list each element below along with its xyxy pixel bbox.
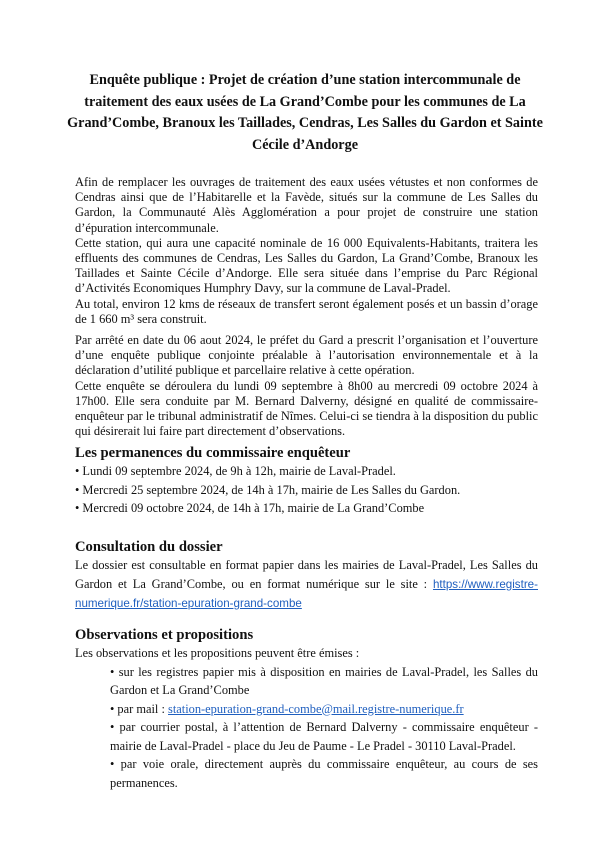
- permanence-item: • Mercredi 25 septembre 2024, de 14h à 17h, mairie de Les Salles du Gardon.: [75, 482, 461, 497]
- observation-item-mail: [110, 700, 538, 719]
- consultation-paragraph: [75, 556, 538, 614]
- mail-link[interactable]: station-epuration-grand-combe@mail.registre-numerique.fr: [168, 701, 464, 716]
- mail-label: • par mail :: [110, 701, 169, 716]
- observations-section: [75, 626, 538, 792]
- document-title: Enquête publique : Projet de création d’une station intercommunale de traitement des eaux usées de La Grand’Combe pour les communes de La Grand’Combe, Branoux les Taillades, Cendras, Les Salles du Gardon et Sainte Cécile d’Andorge: [67, 72, 543, 153]
- consultation-text: Le dossier est consultable en format papier dans les mairies de Laval-Pradel, Les Salles du Gardon et La Grand’Combe, ou en format numérique sur le site :: [75, 558, 538, 591]
- observations-list: [75, 663, 538, 793]
- observation-item-registres: • sur les registres papier mis à disposition en mairies de Laval-Pradel, les Salles du Gardon et La Grand’Combe: [110, 664, 538, 697]
- observation-item-courrier: • par courrier postal, à l’attention de Bernard Dalverny - commissaire enquêteur - mairie de Laval-Pradel - place du Jeu de Paume - Le Pradel - 30110 Laval-Pradel.: [110, 720, 538, 753]
- observation-item-orale: • par voie orale, directement auprès du commissaire enquêteur, au cours de ses permanences.: [110, 757, 538, 790]
- permanences-section: [75, 444, 538, 518]
- registre-link[interactable]: https://www.registre-numerique.fr/station-epuration-grand-combe: [75, 577, 538, 610]
- intro-section: [75, 175, 538, 327]
- arrete-paragraph-1: Par arrêté en date du 06 aout 2024, le préfet du Gard a prescrit l’organisation et l’ouverture d’une enquête publique conjointe préalable à l’autorisation environnementale et à la déclaration d’utilité publique et parcellaire relative à cette opération.: [75, 333, 538, 378]
- intro-paragraph-3: Au total, environ 12 kms de réseaux de transfert seront également posés et un bassin d’orage de 1 660 m³ sera construit.: [75, 296, 538, 326]
- arrete-section: [75, 333, 538, 439]
- permanence-item: • Lundi 09 septembre 2024, de 9h à 12h, mairie de Laval-Pradel.: [75, 464, 396, 478]
- consultation-section: [75, 538, 538, 614]
- observations-intro: Les observations et les propositions peuvent être émises :: [75, 646, 360, 660]
- intro-paragraph-2: Cette station, qui aura une capacité nominale de 16 000 Equivalents-Habitants, traitera les effluents des communes de Cendras, Les Salles du Gardon, La Grand’Combe, Branoux les Taillades et Sainte Cécile d’Andorge. Elle sera située dans l’emprise du Parc Régional d’Activités Economiques Humphry Davy, sur la commune de Laval-Pradel.: [75, 235, 538, 296]
- consultation-heading: Consultation du dossier: [75, 539, 223, 555]
- permanences-heading: Les permanences du commissaire enquêteur: [75, 445, 351, 461]
- observations-heading: Observations et propositions: [75, 627, 254, 643]
- intro-paragraph-1: Afin de remplacer les ouvrages de traitement des eaux usées vétustes et non conformes de Cendras ainsi que de l’Habitarelle et la Favède, situés sur la commune de Les Salles du Gardon, la Communauté Alès Agglomération a pour projet de construire une station d’épuration intercommunale.: [75, 175, 538, 235]
- arrete-paragraph-2: Cette enquête se déroulera du lundi 09 septembre à 8h00 au mercredi 09 octobre 2024 à 17h00. Elle sera conduite par M. Bernard Dalverny, désigné en qualité de commissaire-enquêteur par le tribunal administratif de Nîmes. Celui-ci se tiendra à la disposition du public qui désirerait lui faire part directement d’observations.: [75, 378, 538, 439]
- permanence-item: • Mercredi 09 octobre 2024, de 14h à 17h, mairie de La Grand’Combe: [75, 501, 425, 515]
